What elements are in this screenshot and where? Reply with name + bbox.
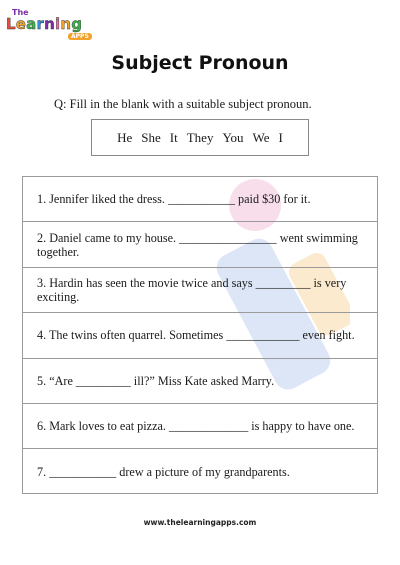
exercise-row bbox=[23, 404, 377, 449]
exercise-text: 6. Mark loves to eat pizza. _____________ is happy to have one. bbox=[37, 419, 355, 434]
word-bank-item: It bbox=[169, 129, 178, 145]
word-bank-item: She bbox=[141, 129, 161, 145]
exercise-row bbox=[23, 177, 377, 222]
logo-letter: r bbox=[36, 15, 45, 33]
logo-apps: APPS bbox=[68, 33, 92, 40]
logo-letter: e bbox=[15, 15, 27, 33]
exercise-text: 2. Daniel came to my house. ________________ went swimming together. bbox=[37, 230, 358, 259]
word-bank-item: You bbox=[222, 129, 244, 145]
logo-letter: L bbox=[6, 15, 16, 33]
exercise-text: 1. Jennifer liked the dress. ___________ paid $30 for it. bbox=[37, 192, 311, 207]
logo-the: The bbox=[12, 8, 29, 17]
logo-learning bbox=[6, 15, 82, 33]
exercise-row bbox=[23, 449, 377, 494]
page-title: Subject Pronoun bbox=[111, 52, 289, 74]
word-bank-item: I bbox=[278, 129, 283, 145]
exercise-text: 4. The twins often quarrel. Sometimes ____________ even fight. bbox=[37, 328, 355, 343]
exercise-row bbox=[23, 222, 377, 267]
exercise-text: 7. ___________ drew a picture of my grandparents. bbox=[37, 465, 290, 480]
logo bbox=[6, 8, 98, 42]
logo-letter: i bbox=[54, 15, 61, 33]
footer-url[interactable]: www.thelearningapps.com bbox=[143, 518, 257, 527]
exercise-text: 5. “Are _________ ill?” Miss Kate asked Marry. bbox=[37, 373, 275, 388]
word-bank bbox=[91, 119, 309, 156]
question: Q: Fill in the blank with a suitable subject pronoun. bbox=[54, 97, 312, 111]
word-bank-item: We bbox=[252, 129, 270, 145]
logo-letter: a bbox=[26, 15, 37, 33]
exercise-row bbox=[23, 359, 377, 404]
exercise-row bbox=[23, 313, 377, 358]
logo-letter: g bbox=[71, 15, 83, 33]
exercise-row bbox=[23, 268, 377, 313]
logo-letter: n bbox=[44, 15, 55, 33]
exercise-text: 3. Hardin has seen the movie twice and says _________ is very exciting. bbox=[37, 275, 347, 304]
word-bank-item: They bbox=[186, 129, 214, 145]
word-bank-item: He bbox=[117, 129, 133, 145]
logo-letter: n bbox=[60, 15, 72, 33]
exercise-table bbox=[22, 176, 378, 494]
